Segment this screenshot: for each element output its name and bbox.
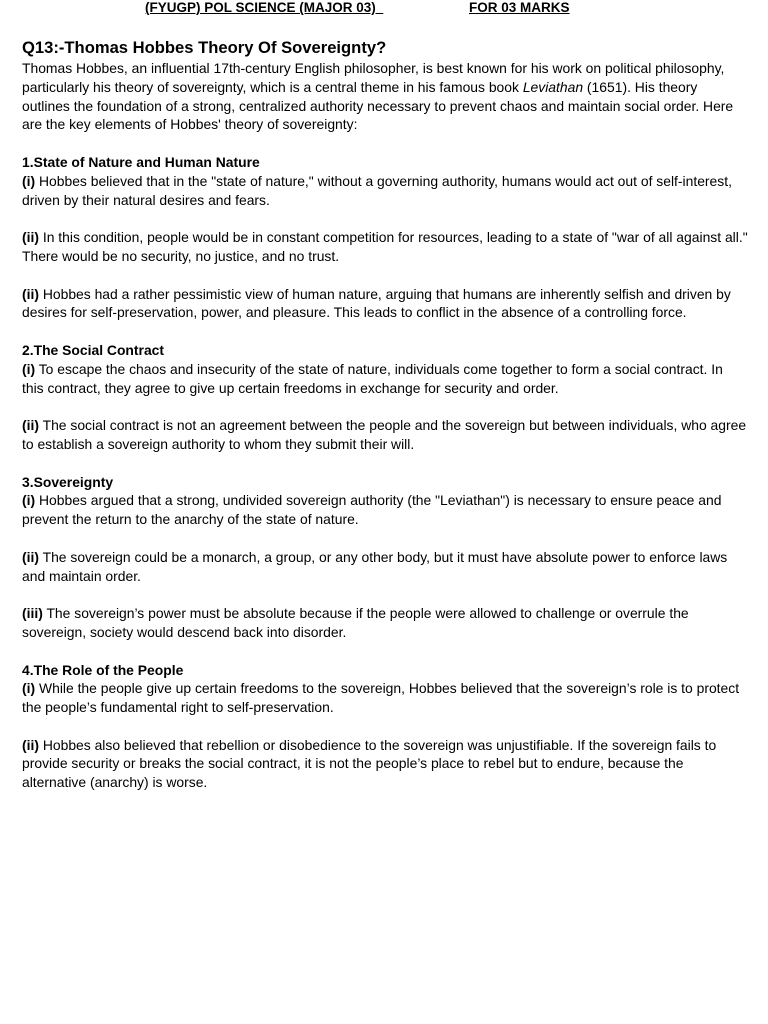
point-label: (iii)	[22, 605, 43, 622]
section-role-of-people	[22, 661, 748, 793]
point-text: Hobbes believed that in the "state of nature," without a governing authority, humans would act out of self-interest, driven by their natural desires and fears.	[22, 172, 732, 208]
section-social-contract	[22, 341, 748, 454]
document-body	[22, 38, 748, 792]
point-text: Hobbes had a rather pessimistic view of human nature, arguing that humans are inherently selfish and driven by desires for self-preservation, power, and pleasure. This leads to conflict in the absence of a controlling force.	[22, 285, 731, 321]
point-item	[22, 172, 748, 210]
question-title: Q13:-Thomas Hobbes Theory Of Sovereignty?	[22, 38, 387, 57]
point-label: (ii)	[22, 417, 39, 434]
point-item	[22, 548, 748, 586]
point-label: (i)	[22, 680, 36, 697]
point-item	[22, 285, 748, 323]
point-item	[22, 416, 748, 454]
point-label: (ii)	[22, 736, 39, 753]
point-label: (i)	[22, 172, 36, 189]
section-sovereignty	[22, 473, 748, 642]
point-label: (ii)	[22, 229, 39, 246]
section-state-of-nature	[22, 153, 748, 322]
book-title: Leviathan	[522, 78, 584, 95]
point-item	[22, 679, 748, 717]
point-text: While the people give up certain freedoms to the sovereign, Hobbes believed that the sovereign’s role is to protect the people’s fundamental right to self-preservation.	[22, 680, 740, 716]
course-header: (FYUGP) POL SCIENCE (MAJOR 03)	[145, 0, 384, 15]
point-text: In this condition, people would be in constant competition for resources, leading to a state of "war of all against all." There would be no security, no justice, and no trust.	[22, 229, 748, 264]
point-item	[22, 360, 748, 398]
point-text: Hobbes also believed that rebellion or disobedience to the sovereign was unjustifiable. If the sovereign fails to provide security or breaks the social contract, it is not the people’s place to rebel but to endure, because the alternative (anarchy) is worse.	[22, 736, 717, 791]
point-text: The sovereign could be a monarch, a group, or any other body, but it must have absolute power to enforce laws and maintain order.	[22, 548, 728, 584]
point-text: Hobbes argued that a strong, undivided sovereign authority (the "Leviathan") is necessary to ensure peace and prevent the return to the anarchy of the state of nature.	[22, 492, 722, 528]
point-text: The sovereign’s power must be absolute because if the people were allowed to challenge or overrule the sovereign, society would descend back into disorder.	[22, 605, 689, 640]
section-heading: 4.The Role of the People	[22, 661, 184, 678]
section-heading: 1.State of Nature and Human Nature	[22, 153, 260, 170]
point-item	[22, 604, 748, 642]
point-label: (i)	[22, 492, 36, 509]
intro-text-part2: (1651). His theory outlines the foundation of a strong, centralized authority necessary to prevent chaos and maintain social order. Here are the key elements of Hobbes' theory of sovereignty:	[22, 78, 734, 133]
point-label: (ii)	[22, 285, 39, 302]
marks-header: FOR 03 MARKS	[469, 0, 570, 15]
intro-text-part1: Thomas Hobbes, an influential 17th-century English philosopher, is best known for his work on political philosophy, particularly his theory of sovereignty, which is a central theme in his famous book	[22, 60, 725, 95]
point-text: The social contract is not an agreement between the people and the sovereign but between individuals, who agree to establish a sovereign authority to whom they submit their will.	[22, 417, 747, 452]
point-item	[22, 736, 748, 792]
section-heading: 3.Sovereignty	[22, 473, 114, 490]
point-item	[22, 228, 748, 266]
point-label: (ii)	[22, 548, 39, 565]
intro-paragraph	[22, 59, 748, 134]
point-item	[22, 491, 748, 529]
section-heading: 2.The Social Contract	[22, 341, 165, 358]
point-label: (i)	[22, 360, 36, 377]
point-text: To escape the chaos and insecurity of the state of nature, individuals come together to form a social contract. In this contract, they agree to give up certain freedoms in exchange for security and order.	[22, 360, 723, 396]
